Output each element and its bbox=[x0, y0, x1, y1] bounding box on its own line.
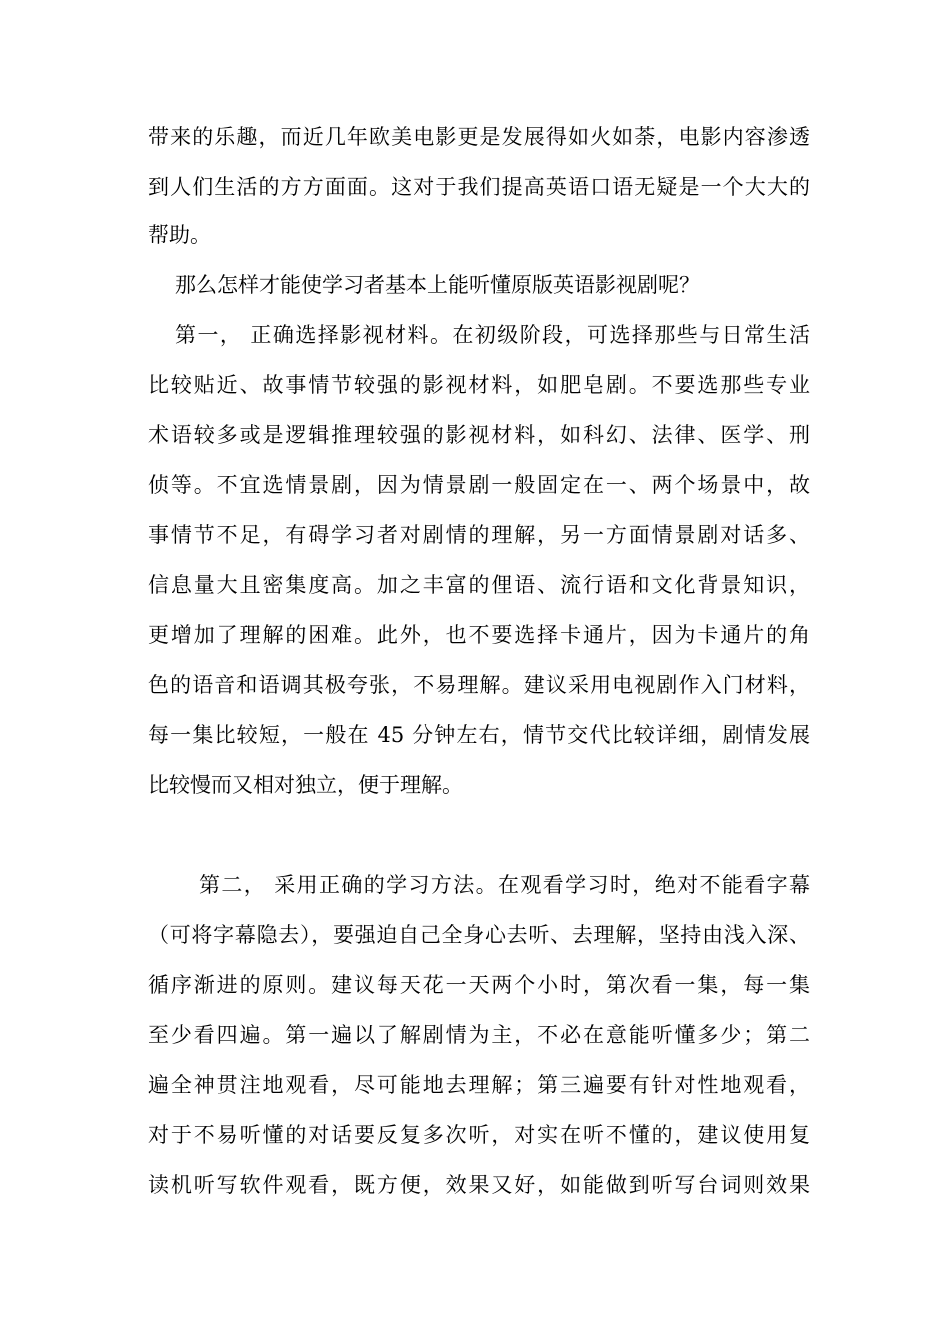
text-line: 对于不易听懂的对话要反复多次听，对实在听不懂的，建议使用复 bbox=[148, 1123, 810, 1147]
text-line: 比较贴近、故事情节较强的影视材料，如肥皂剧。不要选那些专业 bbox=[148, 373, 810, 397]
text-line: 至少看四遍。第一遍以了解剧情为主，不必在意能听懂多少；第二 bbox=[148, 1023, 810, 1047]
text-line: 帮助。 bbox=[148, 223, 211, 247]
text-line: 术语较多或是逻辑推理较强的影视材料，如科幻、法律、医学、刑 bbox=[148, 423, 810, 447]
text-line: （可将字幕隐去），要强迫自己全身心去听、去理解，坚持由浅入深、 bbox=[148, 923, 810, 947]
text-line: 每一集比较短，一般在 45 分钟左右，情节交代比较详细，剧情发展 bbox=[148, 723, 810, 747]
text-line: 遍全神贯注地观看，尽可能地去理解；第三遍要有针对性地观看， bbox=[148, 1073, 810, 1097]
text-line: 第一， 正确选择影视材料。在初级阶段，可选择那些与日常生活 bbox=[175, 323, 810, 347]
text-line: 那么怎样才能使学习者基本上能听懂原版英语影视剧呢？ bbox=[175, 273, 700, 297]
text-line: 读机听写软件观看，既方便，效果又好，如能做到听写台词则效果 bbox=[148, 1173, 810, 1197]
text-line: 更增加了理解的困难。此外，也不要选择卡通片，因为卡通片的角 bbox=[148, 623, 810, 647]
text-line: 色的语音和语调其极夸张，不易理解。建议采用电视剧作入门材料， bbox=[148, 673, 810, 697]
text-line: 信息量大且密集度高。加之丰富的俚语、流行语和文化背景知识， bbox=[148, 573, 810, 597]
text-line: 第二， 采用正确的学习方法。在观看学习时，绝对不能看字幕 bbox=[199, 873, 810, 897]
text-line: 侦等。不宜选情景剧，因为情景剧一般固定在一、两个场景中，故 bbox=[148, 473, 810, 497]
text-line: 循序渐进的原则。建议每天花一天两个小时，第次看一集，每一集 bbox=[148, 973, 810, 997]
text-line: 事情节不足，有碍学习者对剧情的理解，另一方面情景剧对话多、 bbox=[148, 523, 810, 547]
text-line: 比较慢而又相对独立，便于理解。 bbox=[148, 773, 463, 797]
text-line: 到人们生活的方方面面。这对于我们提高英语口语无疑是一个大大的 bbox=[148, 175, 810, 199]
text-line: 带来的乐趣，而近几年欧美电影更是发展得如火如荼，电影内容渗透 bbox=[148, 125, 810, 149]
